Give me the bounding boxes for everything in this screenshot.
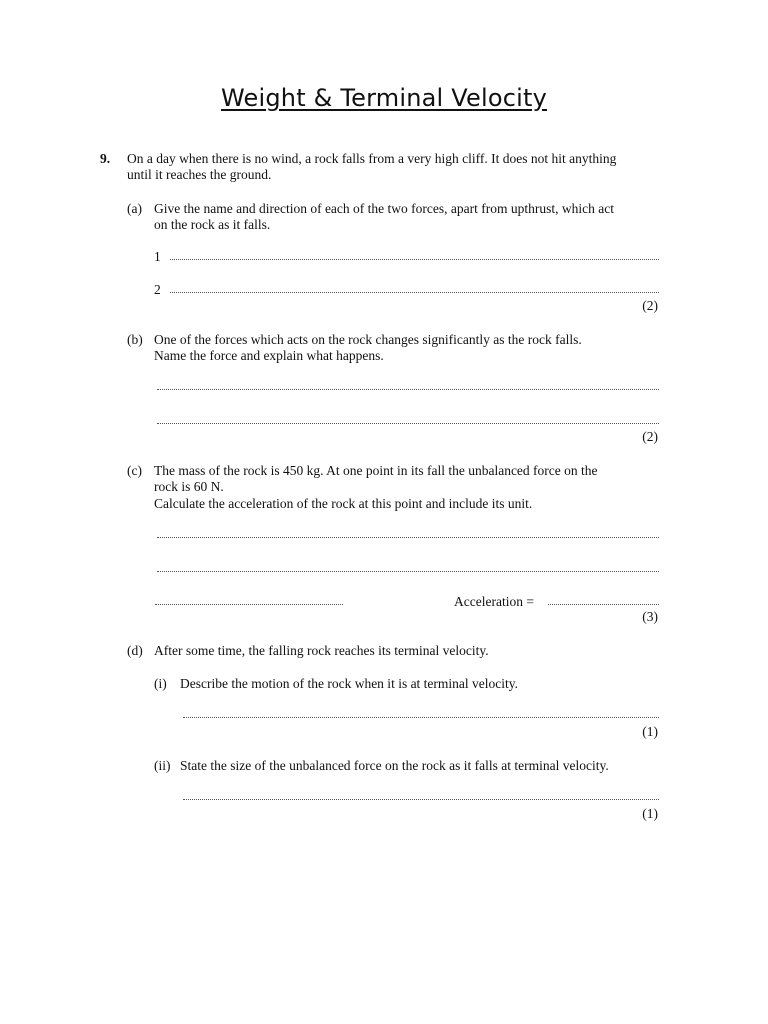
- part-c-text-line-2: rock is 60 N.: [154, 479, 224, 494]
- part-d-i-text: Describe the motion of the rock when it is at terminal velocity.: [180, 676, 519, 691]
- acceleration-label: Acceleration =: [454, 594, 534, 609]
- marks-b: (2): [642, 429, 658, 444]
- acceleration-answer-line[interactable]: [548, 604, 659, 605]
- part-c-label: (c): [127, 463, 142, 478]
- answer-line-a1[interactable]: [170, 259, 659, 260]
- marks-a: (2): [642, 298, 658, 313]
- working-line-c3[interactable]: [155, 604, 343, 605]
- part-d-ii-text: State the size of the unbalanced force on the rock as it falls at terminal velocity.: [180, 758, 609, 773]
- part-d-label: (d): [127, 643, 143, 658]
- marks-d-ii: (1): [642, 806, 658, 821]
- answer-line-label-1: 1: [154, 249, 161, 264]
- part-c-text-line-1: The mass of the rock is 450 kg. At one point in its fall the unbalanced force on the: [154, 463, 598, 478]
- part-b-text-line-1: One of the forces which acts on the rock changes significantly as the rock falls.: [154, 332, 582, 347]
- question-intro-line-1: On a day when there is no wind, a rock falls from a very high cliff. It does not hit anything: [127, 151, 617, 166]
- answer-line-b2[interactable]: [157, 423, 659, 424]
- answer-line-c1[interactable]: [157, 537, 659, 538]
- page-title: Weight & Terminal Velocity: [221, 84, 547, 112]
- answer-line-a2[interactable]: [170, 292, 659, 293]
- part-d-text: After some time, the falling rock reaches its terminal velocity.: [154, 643, 489, 658]
- part-a-label: (a): [127, 201, 142, 216]
- part-a-text-line-1: Give the name and direction of each of the two forces, apart from upthrust, which act: [154, 201, 614, 216]
- answer-line-b1[interactable]: [157, 389, 659, 390]
- part-b-label: (b): [127, 332, 143, 347]
- answer-line-c2[interactable]: [157, 571, 659, 572]
- part-c-text-line-3: Calculate the acceleration of the rock at this point and include its unit.: [154, 496, 533, 511]
- part-b-text-line-2: Name the force and explain what happens.: [154, 348, 384, 363]
- answer-line-d-ii[interactable]: [183, 799, 659, 800]
- part-d-i-label: (i): [154, 676, 167, 691]
- marks-c: (3): [642, 609, 658, 624]
- answer-line-d-i[interactable]: [183, 717, 659, 718]
- answer-line-label-2: 2: [154, 282, 161, 297]
- marks-d-i: (1): [642, 724, 658, 739]
- question-number: 9.: [100, 151, 111, 166]
- question-intro-line-2: until it reaches the ground.: [127, 167, 272, 182]
- part-a-text-line-2: on the rock as it falls.: [154, 217, 271, 232]
- part-d-ii-label: (ii): [154, 758, 171, 773]
